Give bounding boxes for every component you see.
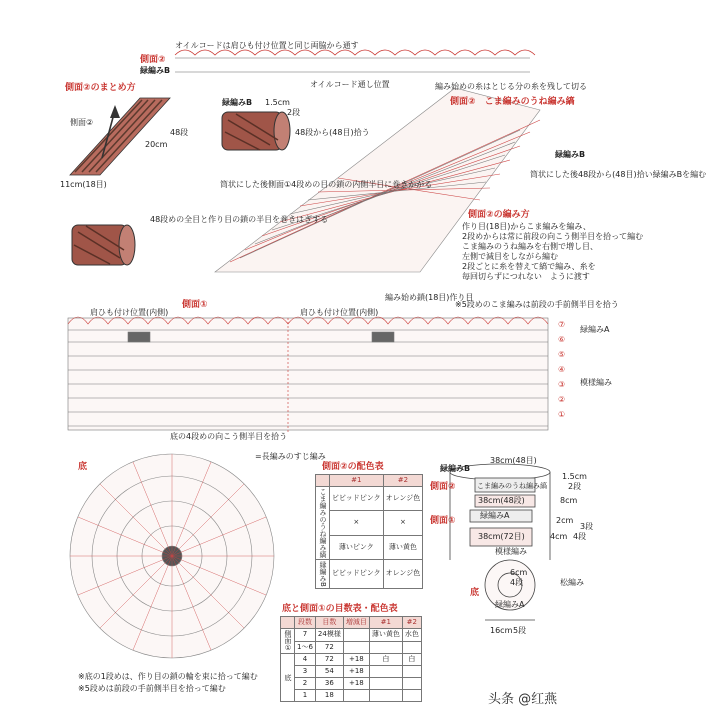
color-r3c1: ビビッドピンク [330,560,384,589]
start-chain: 編み始め鎖(18目)作り目 [385,293,474,302]
dim-side2: 側面② [430,482,456,492]
cell: 72 [315,641,343,654]
cell [369,666,402,678]
bottom-note-2: ※5段めは前段の手前側半目を拾って編む [78,684,226,693]
method-line-3: こま編みのうね編みを右側で増し目、 [462,242,598,251]
summary-w20: 20cm [145,140,168,149]
side1-label: 側面① [182,300,208,310]
cell [402,641,421,654]
cell: 2 [295,678,316,690]
bottom-label: 底 [78,462,88,472]
color-h1: #1 [330,475,384,487]
color-r1c1: ビビッドピンク [330,487,384,511]
color-r2c1: 薄いピンク [330,535,384,559]
watermark: 头条 @红燕 [488,692,558,707]
right-edge-b: 緑編みB [555,150,586,159]
cell [369,678,402,690]
color-table-title: 側面②の配色表 [322,462,384,472]
row-6: ⑥ [558,335,566,344]
tube-cylinder-top [222,112,290,150]
method-line-4: 左側で減目をしながら編む [462,252,558,261]
row-7: ⑦ [558,320,566,329]
cell: +18 [343,678,369,690]
dim-bottom: 底 [470,588,480,598]
method-line-5: 2段ごとに糸を替えて縞で編み、糸を [462,262,596,271]
side2-rib-title: 側面② こま編みのうね編み縞 [450,97,575,107]
method-title: 側面②の編み方 [468,210,530,220]
note5: ※5段めのこま編みは前段の手前側半目を拾う [455,300,619,309]
top-edge-strip [175,50,535,72]
summary-title: 側面②のまとめ方 [65,83,136,93]
row-4: ④ [558,365,566,374]
color-side-rib: こま編みのうね編み縞 [316,487,330,560]
color-r1c2: オレンジ色 [383,487,423,511]
oil-cord-note: オイルコードは肩ひも付け位置と同じ両脇から通す [175,41,359,50]
count-table-title: 底と側面①の目数表・配色表 [282,604,398,614]
dim-cm8: 8cm [560,496,578,505]
dim-rows2: 2段 [568,482,582,491]
cell: 24模様 [315,629,343,642]
cell: 18 [315,690,343,702]
side2-top-label: 側面② [140,55,166,65]
summary-rows48: 48段 [170,128,189,137]
cell: 36 [315,678,343,690]
side1-pattern: 模様編み [580,378,612,387]
row-5: ⑤ [558,350,566,359]
dim-edge-a: 緑編みA [480,511,510,520]
dim-edge-b: 緑編みB [440,464,471,473]
cell [402,678,421,690]
summary-side2: 側面② [70,118,94,127]
cell: +18 [343,654,369,666]
method-line-2: 2段めからは常に前段の向こう側半目を拾って編む [462,232,644,241]
summary-rows2: 2段 [287,108,301,117]
color-cross-2: × [383,511,423,535]
method-line-6: 毎回切らずにつれない ように渡す [462,272,590,281]
cell: 4 [295,654,316,666]
dim-c16: 16cm [490,626,513,635]
summary-pick: 48段から(48目)拾う [295,128,370,137]
strap-pos-2: 肩ひも付け位置(内側) [300,308,379,317]
side2-parallelogram [70,98,170,175]
cell: 薄い黄色 [369,629,402,642]
cut-note: 編み始めの糸はとじる分の糸を残して切る [435,82,587,91]
method-line-1: 作り目(18目)からこま編みを編み、 [462,222,591,231]
cell: 54 [315,666,343,678]
cell: 白 [369,654,402,666]
dim-38-48b: 38cm(48段) [478,496,525,505]
cell: 7 [295,629,316,642]
side1-edge-a: 緑編みA [580,325,610,334]
cell: 白 [402,654,421,666]
strap-pos-1: 肩ひも付け位置(内側) [90,308,169,317]
count-h1: #1 [369,617,402,629]
legend-text: =長編みのすじ編み [255,452,326,461]
count-h2: #2 [402,617,421,629]
color-r3c2: オレンジ色 [383,560,423,589]
row-1: ① [558,410,566,419]
color-r2c2: 薄い黄色 [383,535,423,559]
count-h-sts: 目数 [315,617,343,629]
count-table [280,616,422,702]
dim-rows3: 3段 [580,522,594,531]
cell: 3 [295,666,316,678]
bottom-circle-chart [70,454,274,658]
cell [343,690,369,702]
color-cross-1: × [330,511,384,535]
right-after-tube: 筒状にした後48段から(48目)拾い緑編みBを編む [530,170,706,179]
cell: 72 [315,654,343,666]
cell: 水色 [402,629,421,642]
dim-cm4: 4cm [550,532,568,541]
dim-cm6: 6cm [510,568,528,577]
summary-edge-b: 緑編みB [222,98,253,107]
cell: 1〜6 [295,641,316,654]
count-side1: 側面① [281,629,295,654]
side1-chart [68,317,548,432]
cell: 1 [295,690,316,702]
dim-rows4: 4段 [573,532,587,541]
cell [369,690,402,702]
dim-38-72: 38cm(72目) [478,532,525,541]
count-bottom: 底 [281,654,295,702]
oil-cord-position: オイルコード通し位置 [310,80,390,89]
dim-pine: 松編み [560,578,584,587]
color-side-b: 縁編みB [316,560,330,589]
dim-pattern: 模様編み [495,547,527,556]
dim-38-48: 38cm(48目) [490,456,537,465]
cell [343,629,369,642]
dim-side1: 側面① [430,516,456,526]
row-3: ③ [558,380,566,389]
count-h-inc: 増減目 [343,617,369,629]
summary-cm15: 1.5cm [265,98,290,107]
color-h2: #2 [383,475,423,487]
summary-tube-note: 筒状にした後側面①4段めの目の鎖の内側半目に巻きかがる [220,180,433,189]
dim-cm2: 2cm [556,516,574,525]
summary-note48: 48段めの全目と作り目の鎖の半目を巻きはぎする [150,215,329,224]
cell [402,666,421,678]
edge-b-top-label: 緑編みB [140,66,171,75]
dim-cm15: 1.5cm [562,472,587,481]
dim-edge-a2: 緑編みA [495,600,525,609]
cell: +18 [343,666,369,678]
color-table [315,474,423,589]
cell [343,641,369,654]
row-2: ② [558,395,566,404]
tube-cylinder-bottom [72,225,135,265]
dim-rows5: 5段 [513,626,527,635]
cell [369,641,402,654]
cell [402,690,421,702]
side1-bottom-note: 底の4段めの向こう側半目を拾う [170,432,288,441]
count-h-rows: 段数 [295,617,316,629]
dim-rows4b: 4段 [510,578,524,587]
dim-rib: こま編みのうね編み縞 [477,482,547,490]
bottom-note-1: ※底の1段めは、作り目の鎖の輪を束に拾って編む [78,672,258,681]
summary-w11: 11cm(18目) [60,180,107,189]
